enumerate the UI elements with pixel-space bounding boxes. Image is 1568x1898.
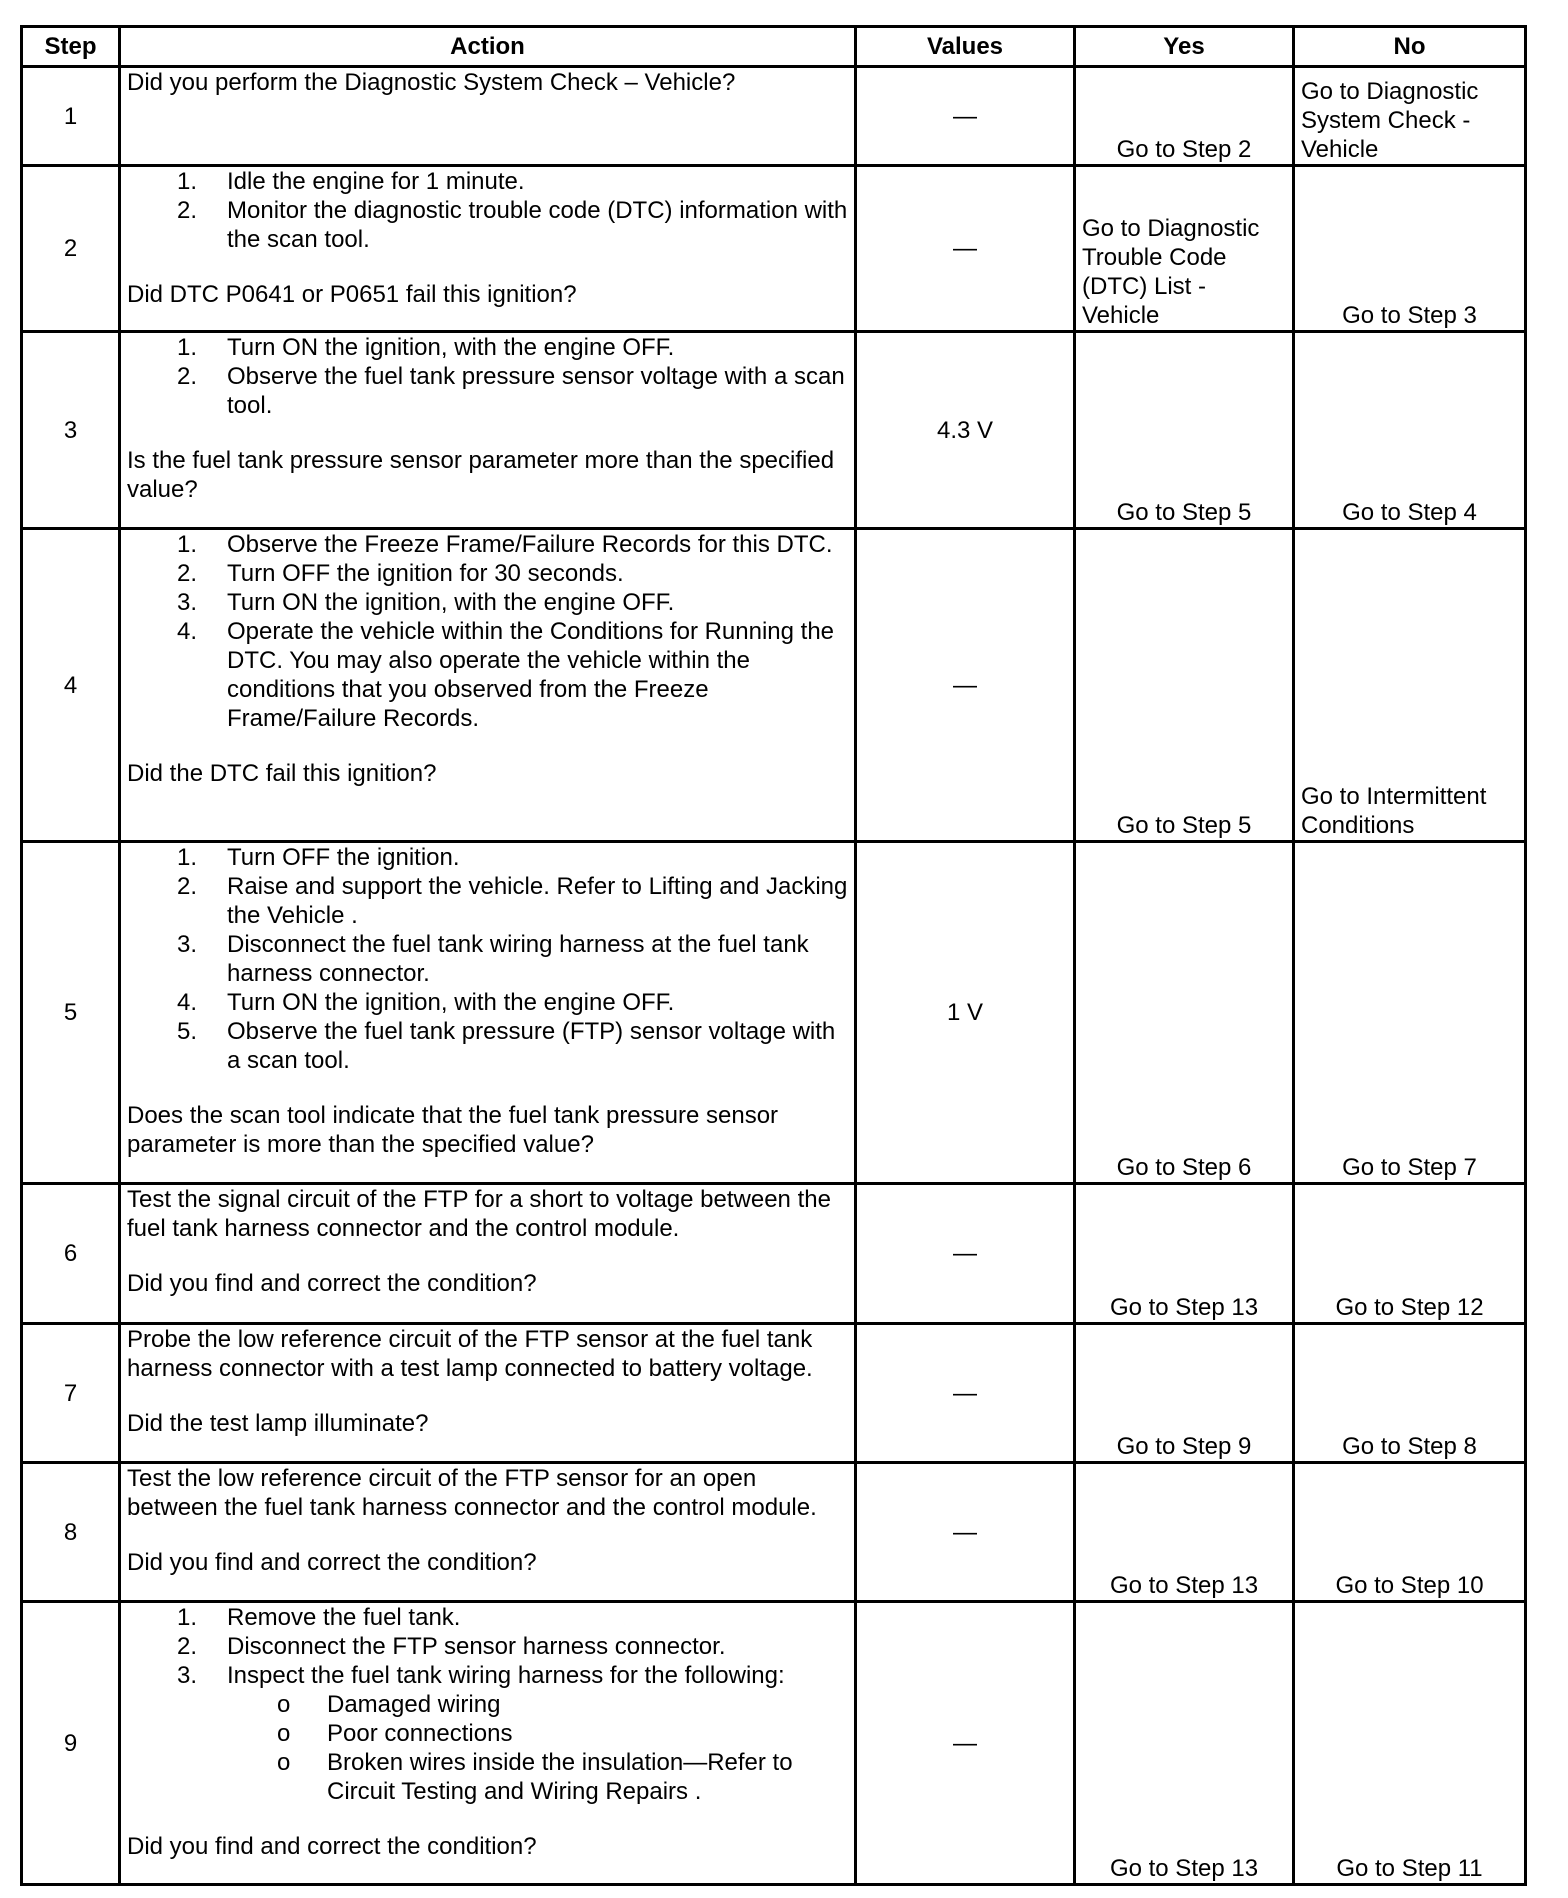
- yes-action: Go to Step 6: [1075, 842, 1294, 1184]
- sub-item: [127, 1748, 848, 1806]
- step-marker: 4.: [177, 618, 198, 645]
- procedure-step: [127, 559, 848, 588]
- question-text: Did you find and correct the condition?: [127, 1549, 537, 1576]
- procedure-list: [127, 167, 848, 254]
- step-text: Operate the vehicle within the Conditions for Running the DTC. You may also operate the vehicle within the conditions that you observed from the Freeze Frame/Failure Records.: [227, 618, 835, 732]
- step-text: Turn ON the ignition, with the engine OFF.: [227, 589, 675, 616]
- step-marker: 1.: [177, 844, 198, 871]
- procedure-step: [127, 1603, 848, 1632]
- action-cell: [120, 842, 856, 1184]
- value-cell: —: [856, 166, 1075, 332]
- yes-action: Go to Step 2: [1075, 67, 1294, 166]
- table-row: [22, 67, 1526, 166]
- step-marker: 3.: [177, 589, 198, 616]
- question-text: Did the DTC fail this ignition?: [127, 760, 437, 787]
- procedure-step: [127, 843, 848, 872]
- sub-text: Broken wires inside the insulation—Refer to Circuit Testing and Wiring Repairs .: [327, 1749, 793, 1805]
- table-row: [22, 1463, 1526, 1602]
- yes-action: Go to Step 5: [1075, 332, 1294, 529]
- step-text: Turn ON the ignition, with the engine OFF.: [227, 989, 675, 1016]
- bullet-marker: o: [277, 1691, 291, 1718]
- step-marker: 3.: [177, 931, 198, 958]
- step-number: 1: [22, 67, 120, 166]
- question-text: Did DTC P0641 or P0651 fail this ignition?: [127, 281, 577, 308]
- table-row: [22, 1184, 1526, 1324]
- step-marker: 5.: [177, 1018, 198, 1045]
- step-text: Turn OFF the ignition.: [227, 844, 460, 871]
- no-action: Go to Step 7: [1294, 842, 1526, 1184]
- step-number: 2: [22, 166, 120, 332]
- sub-item: [127, 1719, 848, 1748]
- procedure-step: [127, 617, 848, 733]
- table-row: [22, 529, 1526, 842]
- yes-action: Go to Step 9: [1075, 1324, 1294, 1463]
- no-action: Go to Step 11: [1294, 1602, 1526, 1885]
- step-text: Raise and support the vehicle. Refer to Lifting and Jacking the Vehicle .: [227, 873, 848, 929]
- action-intro: Test the signal circuit of the FTP for a short to voltage between the fuel tank harness connector and the control module.: [127, 1186, 831, 1242]
- no-action: Go to Step 8: [1294, 1324, 1526, 1463]
- question-text: Did the test lamp illuminate?: [127, 1410, 429, 1437]
- table-row: [22, 1602, 1526, 1885]
- step-number: 8: [22, 1463, 120, 1602]
- no-action: Go to Step 4: [1294, 332, 1526, 529]
- header-yes: Yes: [1075, 27, 1294, 67]
- step-text: Monitor the diagnostic trouble code (DTC) information with the scan tool.: [227, 197, 848, 253]
- value-cell: —: [856, 529, 1075, 842]
- no-action: Go to Step 3: [1294, 166, 1526, 332]
- procedure-step: [127, 362, 848, 420]
- no-action: Go to Diagnostic System Check - Vehicle: [1294, 67, 1526, 166]
- bullet-marker: o: [277, 1720, 291, 1747]
- step-marker: 1.: [177, 531, 198, 558]
- sub-item: [127, 1690, 848, 1719]
- value-cell: 1 V: [856, 842, 1075, 1184]
- procedure-step: [127, 196, 848, 254]
- no-action: Go to Step 12: [1294, 1184, 1526, 1324]
- procedure-list: [127, 1603, 848, 1806]
- table-row: [22, 332, 1526, 529]
- diagnostic-table: [20, 25, 1527, 1886]
- step-number: 5: [22, 842, 120, 1184]
- header-values: Values: [856, 27, 1075, 67]
- question-text: Did you find and correct the condition?: [127, 1833, 537, 1860]
- table-row: [22, 1324, 1526, 1463]
- step-text: Inspect the fuel tank wiring harness for the following:: [227, 1662, 785, 1689]
- step-marker: 2.: [177, 560, 198, 587]
- question-text: Did you perform the Diagnostic System Check – Vehicle?: [127, 69, 736, 96]
- action-cell: [120, 1184, 856, 1324]
- action-cell: [120, 1324, 856, 1463]
- step-text: Idle the engine for 1 minute.: [227, 168, 525, 195]
- value-cell: —: [856, 1184, 1075, 1324]
- step-marker: 3.: [177, 1662, 198, 1689]
- action-intro: Test the low reference circuit of the FTP sensor for an open between the fuel tank harness connector and the control module.: [127, 1465, 817, 1521]
- step-number: 3: [22, 332, 120, 529]
- procedure-list: [127, 843, 848, 1075]
- procedure-step: [127, 930, 848, 988]
- procedure-step: [127, 333, 848, 362]
- action-cell: [120, 1463, 856, 1602]
- step-marker: 1.: [177, 168, 198, 195]
- step-number: 4: [22, 529, 120, 842]
- procedure-step: [127, 1017, 848, 1075]
- procedure-list: [127, 530, 848, 733]
- step-number: 6: [22, 1184, 120, 1324]
- question-text: Did you find and correct the condition?: [127, 1270, 537, 1297]
- step-marker: 1.: [177, 1604, 198, 1631]
- step-text: Observe the fuel tank pressure sensor voltage with a scan tool.: [227, 363, 845, 419]
- action-cell: [120, 529, 856, 842]
- value-cell: —: [856, 1463, 1075, 1602]
- sub-text: Poor connections: [327, 1720, 513, 1747]
- no-action: Go to Intermittent Conditions: [1294, 529, 1526, 842]
- table-row: [22, 166, 1526, 332]
- action-cell: [120, 166, 856, 332]
- step-marker: 1.: [177, 334, 198, 361]
- yes-action: Go to Step 13: [1075, 1184, 1294, 1324]
- step-marker: 2.: [177, 197, 198, 224]
- step-marker: 2.: [177, 363, 198, 390]
- step-text: Turn ON the ignition, with the engine OFF.: [227, 334, 675, 361]
- step-text: Remove the fuel tank.: [227, 1604, 461, 1631]
- value-cell: —: [856, 1324, 1075, 1463]
- step-text: Observe the Freeze Frame/Failure Records for this DTC.: [227, 531, 833, 558]
- sub-list: [227, 1690, 848, 1806]
- header-action: Action: [120, 27, 856, 67]
- procedure-list: [127, 333, 848, 420]
- yes-action: Go to Step 13: [1075, 1463, 1294, 1602]
- procedure-step: [127, 1661, 848, 1806]
- no-action: Go to Step 10: [1294, 1463, 1526, 1602]
- yes-action: Go to Diagnostic Trouble Code (DTC) List - Vehicle: [1075, 166, 1294, 332]
- sub-text: Damaged wiring: [327, 1691, 501, 1718]
- procedure-step: [127, 988, 848, 1017]
- step-number: 7: [22, 1324, 120, 1463]
- procedure-step: [127, 530, 848, 559]
- step-text: Turn OFF the ignition for 30 seconds.: [227, 560, 624, 587]
- step-text: Disconnect the fuel tank wiring harness at the fuel tank harness connector.: [227, 931, 809, 987]
- action-cell: [120, 1602, 856, 1885]
- action-cell: [120, 67, 856, 166]
- value-cell: —: [856, 1602, 1075, 1885]
- question-text: Does the scan tool indicate that the fuel tank pressure sensor parameter is more than the specified value?: [127, 1102, 779, 1158]
- step-number: 9: [22, 1602, 120, 1885]
- value-cell: —: [856, 67, 1075, 166]
- procedure-step: [127, 167, 848, 196]
- step-text: Observe the fuel tank pressure (FTP) sensor voltage with a scan tool.: [227, 1018, 836, 1074]
- header-row: [22, 27, 1526, 67]
- question-text: Is the fuel tank pressure sensor parameter more than the specified value?: [127, 447, 835, 503]
- step-marker: 2.: [177, 1633, 198, 1660]
- procedure-step: [127, 872, 848, 930]
- yes-action: Go to Step 5: [1075, 529, 1294, 842]
- step-marker: 2.: [177, 873, 198, 900]
- header-no: No: [1294, 27, 1526, 67]
- header-step: Step: [22, 27, 120, 67]
- procedure-step: [127, 588, 848, 617]
- procedure-step: [127, 1632, 848, 1661]
- action-cell: [120, 332, 856, 529]
- value-cell: 4.3 V: [856, 332, 1075, 529]
- step-text: Disconnect the FTP sensor harness connector.: [227, 1633, 726, 1660]
- table-row: [22, 842, 1526, 1184]
- action-intro: Probe the low reference circuit of the FTP sensor at the fuel tank harness connector with a test lamp connected to battery voltage.: [127, 1326, 813, 1382]
- step-marker: 4.: [177, 989, 198, 1016]
- yes-action: Go to Step 13: [1075, 1602, 1294, 1885]
- bullet-marker: o: [277, 1749, 291, 1776]
